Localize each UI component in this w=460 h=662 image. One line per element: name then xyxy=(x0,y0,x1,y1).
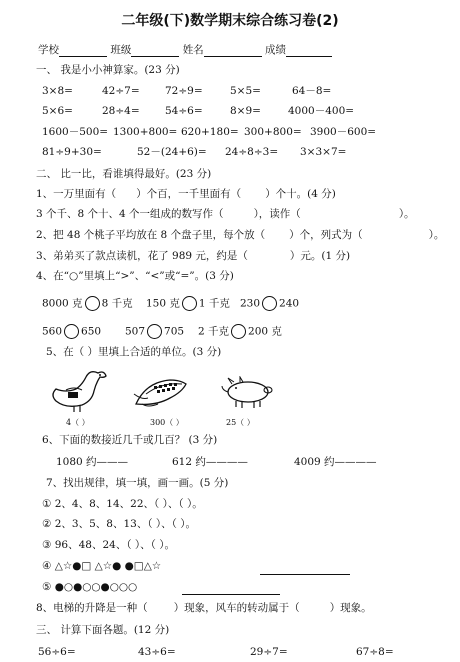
approx-item: 4009 约———— xyxy=(294,456,377,468)
section-3-heading: 三、 计算下面各题。(12 分) xyxy=(36,624,170,636)
question-3: 3、弟弟买了款点读机，花了 989 元，约是（ ）元。(1 分) xyxy=(36,250,351,262)
corn-icon xyxy=(132,374,192,410)
calc-item: 300+800= xyxy=(244,126,302,138)
compare-item: 230 240 xyxy=(240,297,300,310)
question-7: 7、找出规律，填一填，画一画。(5 分) xyxy=(46,477,229,489)
pig-icon xyxy=(218,376,276,410)
pattern-item: ③ 96、48、24、（ ）、（ ）。 xyxy=(42,539,176,551)
score-label: 成绩 xyxy=(265,44,287,56)
compare-item: 2 千克 200 克 xyxy=(198,325,282,338)
name-blank[interactable] xyxy=(204,45,262,57)
page-title: 二年级(下)数学期末综合练习卷(2) xyxy=(121,13,339,29)
goose-icon xyxy=(48,368,108,414)
compare-item: 560 650 xyxy=(42,325,102,338)
calc-item: 24÷8÷3= xyxy=(225,146,279,158)
answer-line[interactable] xyxy=(260,574,350,575)
calc-item: 81÷9+30= xyxy=(42,146,102,158)
corn-caption: 300（ ） xyxy=(150,418,184,427)
answer-line[interactable] xyxy=(182,594,280,595)
calc-item: 8×9= xyxy=(230,105,261,117)
calc-item: 5×5= xyxy=(230,85,261,97)
calc-item: 42÷7= xyxy=(102,85,140,97)
question-1b: 3 个千、8 个十、4 个一组成的数写作（ ），读作（ ）。 xyxy=(36,208,415,220)
calc-item: 1300+800= xyxy=(113,126,178,138)
calc-item: 620+180= xyxy=(181,126,239,138)
name-label: 姓名 xyxy=(182,44,204,56)
approx-item: 1080 约——— xyxy=(56,456,129,468)
score-blank[interactable] xyxy=(286,45,332,57)
class-label: 班级 xyxy=(110,44,132,56)
approx-item: 612 约———— xyxy=(172,456,248,468)
compare-circle[interactable] xyxy=(182,296,197,311)
question-1: 1、一万里面有（ ）个百，一千里面有（ ）个十。(4 分) xyxy=(36,188,336,200)
question-8: 8、电梯的升降是一种（ ）现象，风车的转动属于（ ）现象。 xyxy=(36,602,372,614)
calc-item: 28÷4= xyxy=(102,105,140,117)
pattern-item: ② 2、3、5、8、13、（ ）、（ ）。 xyxy=(42,518,197,530)
header-fields xyxy=(38,44,332,57)
section-1-heading: 一、 我是小小神算家。(23 分) xyxy=(36,64,180,76)
calc-item: 3×8= xyxy=(42,85,73,97)
final-calc-item: 29÷7= xyxy=(250,646,288,658)
compare-item: 8000 克 8 千克 xyxy=(42,297,133,310)
question-6: 6、下面的数接近几千或几百？ (3 分) xyxy=(42,434,218,446)
calc-item: 1600－500= xyxy=(42,126,109,138)
calc-item: 64－8= xyxy=(292,85,332,97)
compare-item: 150 克 1 千克 xyxy=(146,297,230,310)
calc-item: 54÷6= xyxy=(165,105,203,117)
compare-circle[interactable] xyxy=(231,324,246,339)
calc-item: 72÷9= xyxy=(165,85,203,97)
section-2-heading: 二、 比一比，看谁填得最好。(23 分) xyxy=(36,168,212,180)
question-2: 2、把 48 个桃子平均放在 8 个盘子里，每个放（ ）个，列式为（ ）。 xyxy=(36,229,445,241)
calc-item: 5×6= xyxy=(42,105,73,117)
calc-item: 4000－400= xyxy=(288,105,355,117)
pattern-item: ④ △☆●□ △☆● ●□△☆ xyxy=(42,560,162,572)
school-blank[interactable] xyxy=(59,45,107,57)
calc-item: 3×3×7= xyxy=(300,146,347,158)
final-calc-item: 67÷8= xyxy=(356,646,394,658)
calc-item: 52－(24+6)= xyxy=(137,146,207,158)
question-4: 4、在“○”里填上“>”、“<”或“=”。(3 分) xyxy=(36,270,234,282)
compare-circle[interactable] xyxy=(64,324,79,339)
question-5: 5、在（ ）里填上合适的单位。(3 分) xyxy=(46,346,222,358)
pig-caption: 25（ ） xyxy=(226,418,255,427)
pattern-item: ① 2、4、8、14、22、（ ）、（ ）。 xyxy=(42,498,203,510)
compare-circle[interactable] xyxy=(262,296,277,311)
goose-caption: 4（ ） xyxy=(66,418,90,427)
school-label: 学校 xyxy=(38,44,59,56)
final-calc-item: 56÷6= xyxy=(38,646,76,658)
calc-item: 3900－600= xyxy=(310,126,377,138)
class-blank[interactable] xyxy=(131,45,179,57)
pattern-item: ⑤ ●○●○○●○○○ xyxy=(42,581,138,593)
compare-item: 507 705 xyxy=(125,325,185,338)
final-calc-item: 43÷6= xyxy=(138,646,176,658)
compare-circle[interactable] xyxy=(85,296,100,311)
compare-circle[interactable] xyxy=(147,324,162,339)
